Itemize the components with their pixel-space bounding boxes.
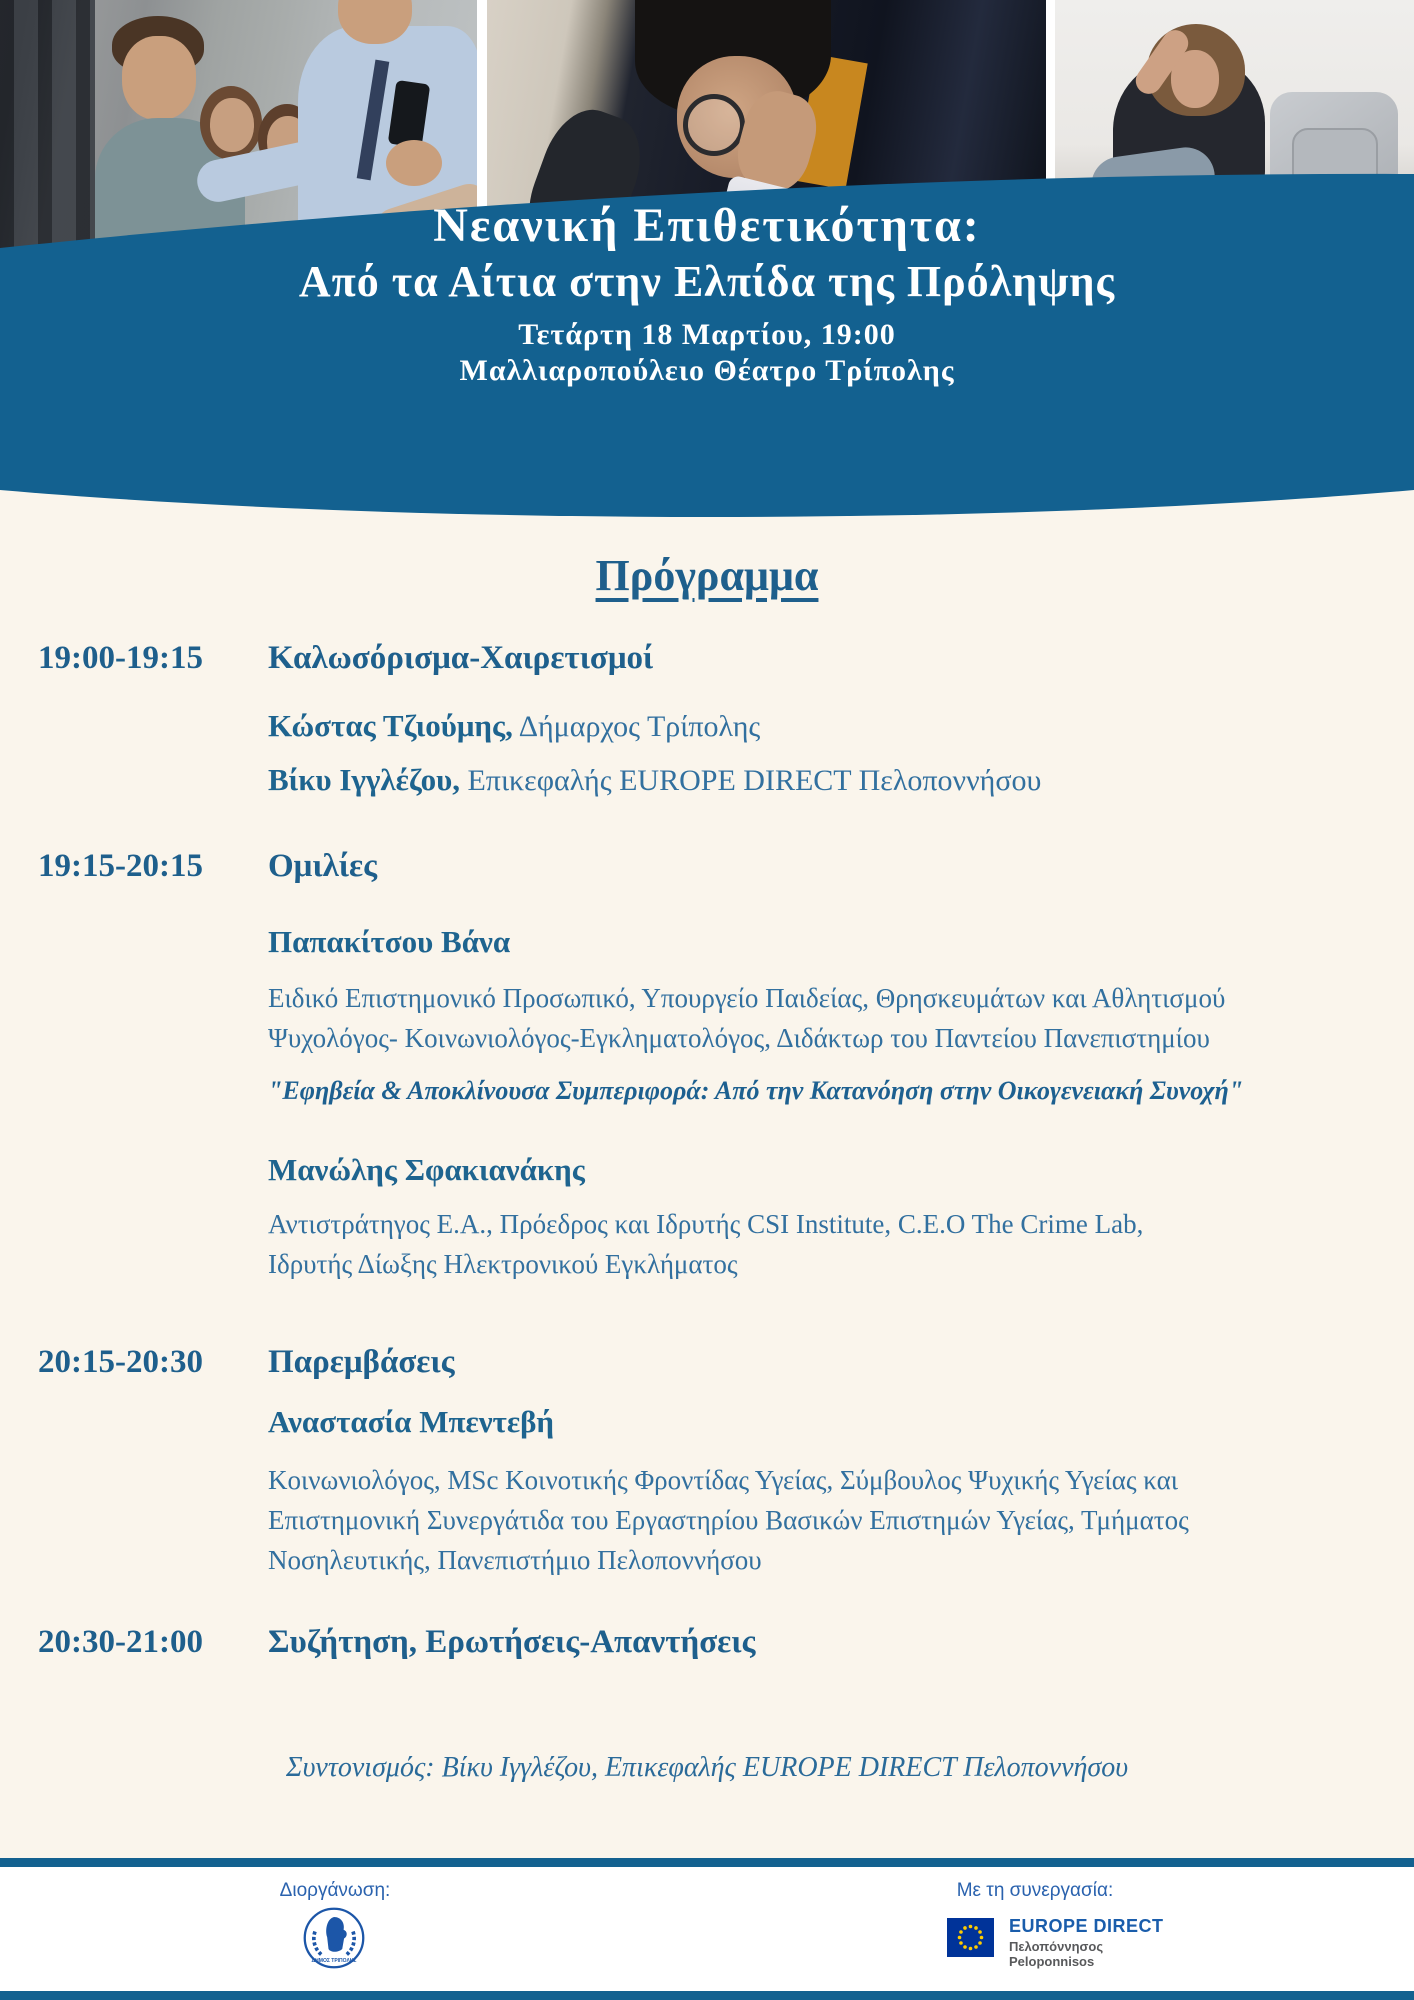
event-venue: Μαλλιαροπούλειο Θέατρο Τρίπολης [459,354,955,387]
speaker-bio-line: Επιστημονική Συνεργάτιδα του Εργαστηρίου Βασικών Επιστημών Υγείας, Τμήματος [268,1505,1189,1535]
coordination-line: Συντονισμός: Βίκυ Ιγγλέζου, Επικεφαλής EUROPE DIRECT Πελοποννήσου [285,1752,1129,1783]
footer-divider-bar [0,1858,1414,1867]
photo-figure [210,98,254,152]
event-title-line2: Από τα Αίτια στην Ελπίδα της Πρόληψης [298,257,1116,306]
europe-direct-wordmark [1009,1916,1164,1969]
speaker-bio-line: Ειδικό Επιστημονικό Προσωπικό, Υπουργείο Παιδείας, Θρησκευμάτων και Αθλητισμού [268,983,1226,1013]
speaker-name-sfakianakis: Μανώλης Σφακιανάκης [268,1152,585,1187]
greeting-speaker-1 [268,708,760,744]
europe-direct-title: EUROPE DIRECT [1009,1916,1164,1936]
eu-flag-icon [947,1918,994,1957]
municipality-of-tripoli-logo [302,1906,366,1970]
photo-figure [122,36,196,120]
event-datetime: Τετάρτη 18 Μαρτίου, 19:00 [518,318,896,351]
talk-title-quote: "Εφηβεία & Αποκλίνουσα Συμπεριφορά: Από την Κατανόηση στην Οικογενειακή Συνοχή" [268,1076,1244,1105]
program-time-4: 20:30-21:00 [38,1624,203,1660]
speaker-name: Κώστας Τζιούμης, [268,708,513,743]
speaker-name: Βίκυ Ιγγλέζου, [268,762,460,797]
photo-glasses [683,94,745,156]
program-heading: Πρόγραμμα [595,551,819,600]
speaker-name-bentevi: Αναστασία Μπεντεβή [268,1404,555,1439]
program-title-3: Παρεμβάσεις [268,1344,455,1380]
greeting-speaker-2 [268,762,1041,798]
speaker-bio-line: Ψυχολόγος- Κοινωνιολόγος-Εγκληματολόγος, Διδάκτωρ του Παντείου Πανεπιστημίου [268,1023,1210,1053]
program-time-1: 19:00-19:15 [38,640,203,676]
bottom-bar [0,1991,1414,2000]
speaker-name-papakitsou: Παπακίτσου Βάνα [268,924,511,959]
program-title-2: Ομιλίες [268,848,378,884]
program-title-4: Συζήτηση, Ερωτήσεις-Απαντήσεις [268,1624,756,1660]
organizer-label: Διοργάνωση: [279,1880,391,1901]
event-title-line1: Νεανική Επιθετικότητα: [433,199,981,252]
speaker-bio-line: Νοσηλευτικής, Πανεπιστήμιο Πελοποννήσου [268,1545,762,1575]
speaker-role: Επικεφαλής EUROPE DIRECT Πελοποννήσου [459,764,1042,797]
europe-direct-region-el: Πελοπόννησος [1009,1939,1104,1954]
speaker-bio-line: Κοινωνιολόγος, MSc Κοινοτικής Φροντίδας Υγείας, Σύμβουλος Ψυχικής Υγείας και [268,1465,1179,1495]
program-time-2: 19:15-20:15 [38,848,203,884]
partner-label: Με τη συνεργασία: [956,1880,1114,1901]
europe-direct-region-en: Peloponnisos [1009,1954,1095,1969]
municipality-logo-text: ΔΗΜΟΣ ΤΡΙΠΟΛΗΣ [311,1957,357,1964]
speaker-bio-line: Ιδρυτής Δίωξης Ηλεκτρονικού Εγκλήματος [268,1249,738,1279]
program-title-1: Καλωσόρισμα-Χαιρετισμοί [268,640,654,676]
speaker-role: Δήμαρχος Τρίπολης [512,710,761,743]
europe-direct-logo [947,1916,1207,1969]
speaker-bio-line: Αντιστράτηγος Ε.Α., Πρόεδρος και Ιδρυτής CSI Institute, C.E.O The Crime Lab, [268,1209,1144,1239]
program-time-3: 20:15-20:30 [38,1344,203,1380]
